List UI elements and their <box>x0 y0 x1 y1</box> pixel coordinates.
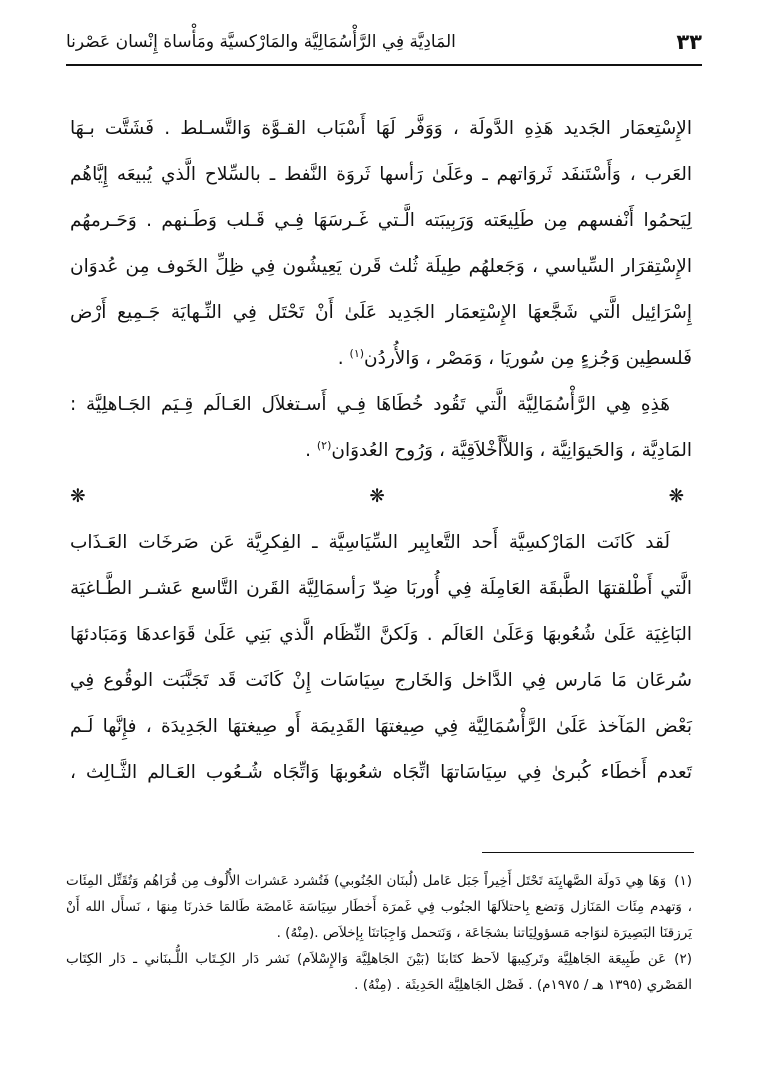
footnote-end: . <box>354 977 363 993</box>
text-line: سُرعَان مَا مَارس فِي الدَّاخل وَالخَارج سِيَاسَات إِنْ كَانَت قَد تَجَنَّبَت الوقُوع فِي <box>70 670 692 691</box>
section-separator: ❋ ❋ ❋ <box>70 486 692 507</box>
text-line <box>70 336 692 382</box>
text-line: الإِسْتِقرَار السِّياسي ، وَجَعلهُم طِيلَة ثُلث قَرن يَعِيشُون فِي ظِلِّ الخَوف مِن عُدوَان <box>70 256 692 277</box>
main-text <box>70 106 692 796</box>
footnote-text: عَن طَبِيعَة الجَاهلِيَّة وتَركِيبهَا لاَحظ كتَابنَا (بَيْنَ الجَاهلِيَّة وَالإِسْلاَم) نَشر دَار الكِـتَاب اللُّـبنَاني ـ دَار الكِتَاب المَصْري (١٣٩٥ هـ / ١٩٧٥م) . فَصْل الجَاهلِيَّة الحَدِيثَة . (مِنْهُ) <box>66 951 692 993</box>
footnote-end: . <box>276 925 286 941</box>
footnote-rule <box>482 852 694 853</box>
text-line: لِيَحمُوا أَنْفسهم مِن طَلِيعَته وَرَبِيبَته الَّـتي غَـرسَهَا فِـي قَـلب وَطَـنهم . وَحَـرمهُم <box>70 210 692 231</box>
text-line: الَّتي أَطْلقتهَا الطَّبقَة العَامِلَة فِي أُوربَا ضِدّ رَأسمَالِيَّة القَرن التَّاسع عَشـر الطَّـاغيَة <box>70 578 692 599</box>
text-line <box>70 428 692 474</box>
text-line: هَذِهِ هِي الرَّأْسُمَالِيَّة الَّتي تَقُود خُطَاهَا فِـي أَسـتغلاَل العَـالَم قِـيَم الجَـاهلِيَّة : <box>70 394 670 415</box>
header-rule <box>66 64 702 66</box>
footnote-number: (١) <box>674 873 692 889</box>
footnote-number: (٢) <box>674 951 692 967</box>
text-line: بَعْض المَآخذ عَلَىٰ الرَّأْسُمَالِيَّة فِي صِيغتهَا القَدِيمَة أَو صِيغتهَا الجَدِيدَة ، فإِنَّها لَـم <box>70 716 692 737</box>
text-span: المَادِيَّة ، وَالحَيوَانِيَّة ، وَاللاَّأَخْلاَقِيَّة ، وَرُوح العُدوَان <box>331 440 692 461</box>
running-title: المَادِيَّة فِي الرَّأْسُمَالِيَّة والمَارْكسيَّة ومَأْساة إِنْسان عَصْرنا <box>66 32 456 52</box>
text-span: . <box>305 440 317 461</box>
page-number: ٣٣ <box>676 30 702 54</box>
text-span: . <box>337 348 350 369</box>
footnote-reference: (٢) <box>316 438 332 452</box>
footnote-1 <box>66 868 692 946</box>
text-line: لَقد كَانَت المَارْكسِيَّة أَحد التَّعابِير السِّيَاسِيَّة ـ الفِكرِيَّة عَن صَرخَات العَـذَاب <box>70 532 670 553</box>
footnotes <box>66 868 692 998</box>
footnote-reference: (١) <box>349 346 365 360</box>
running-header <box>66 14 702 54</box>
text-line: تَعدم أَخطَاء كُبرىٰ فِي سِيَاسَاتهَا اتِّجَاه شعُوبهَا وَاتِّجَاه شُـعُوب العَـالم الثَّـالِث ، <box>70 762 692 783</box>
text-span: فَلسطِين وَجُزءٍ مِن سُوريَا ، وَمَصْر ، وَالأُردُن <box>364 348 692 369</box>
text-line: الإِسْتِعمَار الجَديد هَذِهِ الدَّولَة ، وَوَفَّر لَهَا أَسْبَاب القـوَّة وَالتَّسـلط . فَشَتَّت بـهَا <box>70 118 692 139</box>
text-line: العَرب ، وَأَسْتَنفَد ثَروَاتهم ـ وعَلَىٰ رَأسها ثَروَة النَّفط ـ بالسِّلاح الَّذي يُبيعَه إِيَّاهُم <box>70 164 692 185</box>
text-line: البَاغِيَة عَلَىٰ شُعُوبهَا وَعَلَىٰ العَالَم . وَلَكنَّ النِّظَام الَّذي بَنِي عَلَىٰ قَوَاعدهَا وَمَبَادئهَا <box>70 624 692 645</box>
footnote-2 <box>66 946 692 998</box>
footnote-text: وَهَا هِي دَولَة الصَّهايِنَة تَحْتَل أَخِيراً جَبَل عَامل (لُبنَان الجُنُوبي) فَتُشرد عَشرات الأُلُوف مِن قُرَاهُم وَتُقَتِّل المِئَات ، وَتهدم مِئَات المَنَازل وَتضع بِاحتلاَلهَا الجنُوب فِي غَمرَة أَخطَار سِيَاسَة غَامضَة طَالمَا حَذرنَا مِنهَا ، نَسأَل الله أَنْ يَرزقنَا البَصِيرَة لنوَاجه مَسؤولِيَاتنا بشجَاعَة ، وَنَتحمل وَاجِبَاتنَا بِإخلاَص .(مِنْهُ) <box>66 873 692 941</box>
text-line: إِسْرَائِيل الَّتي شَجَّعهَا الإِسْتِعمَار الجَدِيد عَلَىٰ أَنْ تَحْتَل فِي النِّـهايَة جَـمِيع أَرْض <box>70 302 692 323</box>
